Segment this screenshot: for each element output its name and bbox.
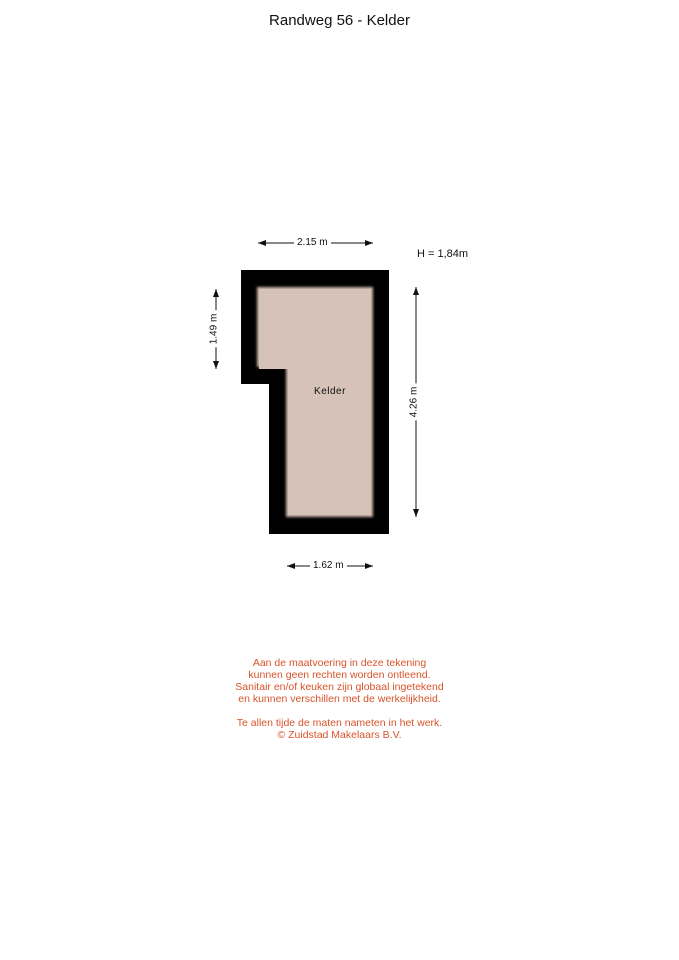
- disclaimer-line: kunnen geen rechten worden ontleend.: [248, 669, 431, 681]
- room-label-kelder: Kelder: [314, 386, 346, 397]
- disclaimer-line: © Zuidstad Makelaars B.V.: [277, 729, 402, 741]
- disclaimer-line: Te allen tijde de maten nameten in het werk.: [236, 717, 443, 729]
- disclaimer-line: en kunnen verschillen met de werkelijkheid.: [238, 693, 441, 705]
- dimension-label-bottom: 1.62 m: [310, 560, 347, 572]
- disclaimer-line: Sanitair en/of keuken zijn globaal ingetekend: [235, 681, 444, 693]
- dimension-label-left: 1.49 m: [208, 311, 220, 348]
- dimension-label-top: 2.15 m: [294, 237, 331, 249]
- disclaimer-line: Aan de maatvoering in deze tekening: [252, 657, 427, 669]
- dimension-label-right: 4.26 m: [408, 384, 420, 421]
- disclaimer-line: [0, 705, 679, 717]
- disclaimer: [0, 657, 679, 741]
- ceiling-height-note: H = 1,84m: [417, 248, 469, 260]
- page-title: Randweg 56 - Kelder: [269, 12, 410, 29]
